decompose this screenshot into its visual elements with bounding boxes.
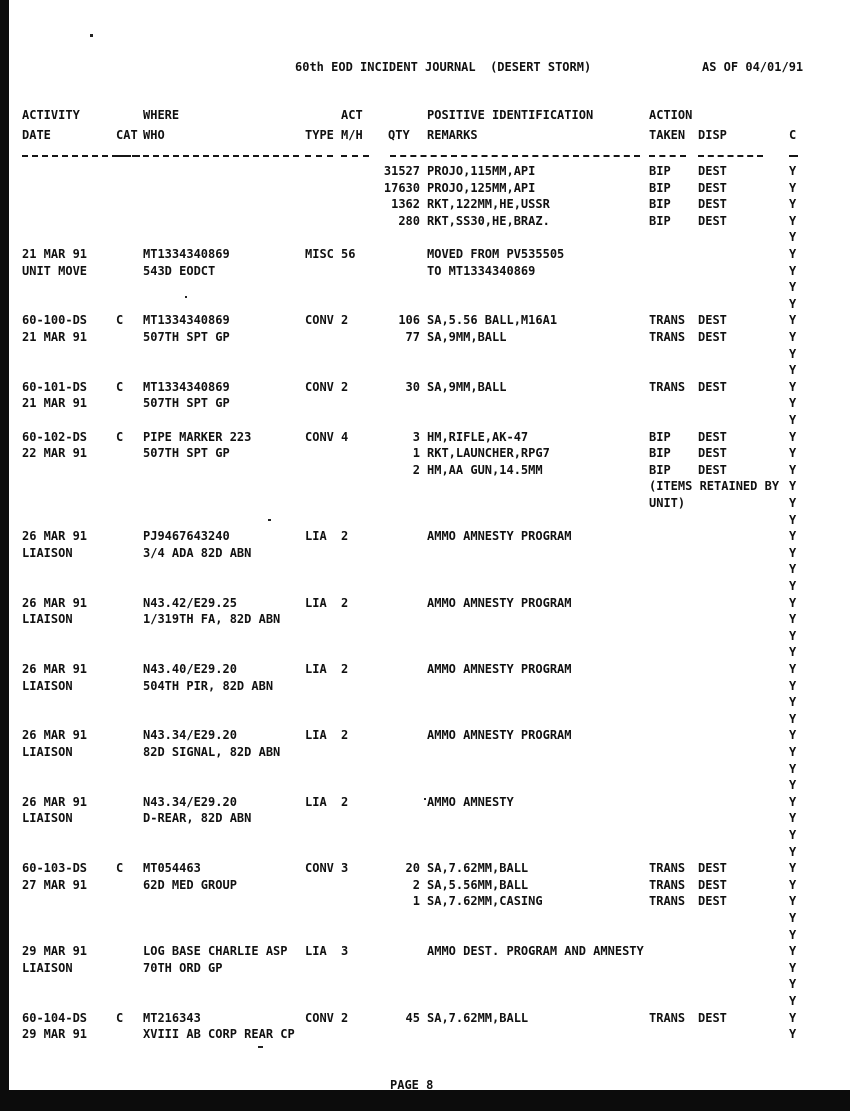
journal-line bbox=[0, 214, 850, 231]
cell-disp: DEST bbox=[698, 1010, 727, 1025]
cell-date: 29 MAR 91 bbox=[22, 944, 88, 959]
cell-disp: DEST bbox=[698, 429, 727, 444]
cell-disp: DEST bbox=[698, 197, 727, 212]
cell-who: MT1334340869 bbox=[143, 379, 230, 394]
cell-who: D-REAR, 82D ABN bbox=[143, 811, 252, 826]
header-rule-cat bbox=[116, 155, 140, 157]
cell-c: Y bbox=[789, 745, 797, 759]
cell-act: BIP bbox=[649, 180, 671, 195]
cell-rem: SA,7.62MM,BALL bbox=[427, 861, 529, 876]
cell-c: Y bbox=[789, 844, 797, 859]
cell-c: Y bbox=[789, 811, 797, 826]
cell-act: BIP bbox=[649, 164, 671, 178]
cell-qty: 3 bbox=[412, 429, 420, 444]
journal-line bbox=[0, 928, 850, 945]
journal-line bbox=[0, 164, 850, 181]
cell-type: CONV bbox=[305, 1010, 334, 1025]
cell-disp: DEST bbox=[698, 213, 727, 228]
journal-line bbox=[0, 446, 850, 463]
cell-disp: DEST bbox=[698, 330, 727, 344]
cell-c: Y bbox=[789, 330, 797, 344]
cell-c: Y bbox=[789, 446, 797, 461]
journal-line bbox=[0, 596, 850, 613]
cell-c: Y bbox=[789, 612, 797, 627]
col-header-positive-identification: POSITIVE IDENTIFICATION bbox=[427, 108, 594, 122]
cell-cat: C bbox=[116, 1010, 124, 1025]
cell-act: BIP bbox=[649, 446, 671, 461]
scan-bottom-border bbox=[0, 1090, 850, 1111]
cell-who: 507TH SPT GP bbox=[143, 396, 230, 411]
journal-line bbox=[0, 496, 850, 513]
journal-line bbox=[0, 911, 850, 928]
journal-line bbox=[0, 795, 850, 812]
cell-type: LIA bbox=[305, 595, 327, 610]
cell-who: PJ9467643240 bbox=[143, 529, 230, 544]
cell-act: (ITEMS RETAINED BY bbox=[649, 479, 780, 494]
header-rule-mh bbox=[341, 155, 369, 157]
journal-line bbox=[0, 977, 850, 994]
cell-date: 21 MAR 91 bbox=[22, 247, 88, 261]
cell-c: Y bbox=[789, 877, 797, 892]
cell-c: Y bbox=[789, 180, 797, 195]
cell-disp: DEST bbox=[698, 462, 727, 477]
col-header-c: C bbox=[789, 128, 797, 142]
col-header-who: WHO bbox=[143, 128, 165, 142]
cell-c: Y bbox=[789, 562, 797, 577]
cell-c: Y bbox=[789, 413, 797, 427]
journal-line bbox=[0, 579, 850, 596]
cell-act: TRANS bbox=[649, 894, 686, 909]
cell-rem: AMMO AMNESTY PROGRAM bbox=[427, 662, 572, 676]
cell-rem: RKT,SS30,HE,BRAZ. bbox=[427, 213, 550, 228]
cell-qty: 30 bbox=[405, 379, 420, 394]
cell-rem: SA,5.56MM,BALL bbox=[427, 877, 529, 892]
cell-mh: 3 bbox=[341, 944, 349, 959]
journal-line bbox=[0, 695, 850, 712]
cell-date: 60-101-DS bbox=[22, 379, 88, 394]
cell-disp: DEST bbox=[698, 164, 727, 178]
header-rule-c bbox=[789, 155, 798, 157]
journal-line bbox=[0, 894, 850, 911]
cell-c: Y bbox=[789, 529, 797, 544]
cell-c: Y bbox=[789, 828, 797, 842]
journal-line bbox=[0, 264, 850, 281]
cell-c: Y bbox=[789, 911, 797, 925]
cell-act: TRANS bbox=[649, 330, 686, 344]
header-rule-who bbox=[143, 155, 299, 157]
cell-c: Y bbox=[789, 894, 797, 909]
journal-line bbox=[0, 513, 850, 530]
cell-rem: PROJO,125MM,API bbox=[427, 180, 536, 195]
cell-rem: HM,AA GUN,14.5MM bbox=[427, 462, 543, 477]
cell-date: LIAISON bbox=[22, 678, 73, 693]
cell-mh: 2 bbox=[341, 379, 349, 394]
cell-who: MT1334340869 bbox=[143, 313, 230, 328]
cell-mh: 2 bbox=[341, 529, 349, 544]
cell-rem: AMMO AMNESTY bbox=[427, 794, 514, 809]
cell-mh: 2 bbox=[341, 662, 349, 676]
cell-who: MT216343 bbox=[143, 1010, 201, 1025]
journal-line bbox=[0, 197, 850, 214]
cell-rem: RKT,122MM,HE,USSR bbox=[427, 197, 550, 212]
cell-type: CONV bbox=[305, 379, 334, 394]
cell-date: LIAISON bbox=[22, 545, 73, 560]
cell-type: LIA bbox=[305, 728, 327, 743]
cell-date: 27 MAR 91 bbox=[22, 877, 88, 892]
cell-act: BIP bbox=[649, 462, 671, 477]
cell-qty: 31527 bbox=[383, 164, 420, 178]
journal-line bbox=[0, 679, 850, 696]
cell-who: XVIII AB CORP REAR CP bbox=[143, 1027, 295, 1042]
col-header-taken: TAKEN bbox=[649, 128, 686, 142]
cell-act: BIP bbox=[649, 429, 671, 444]
cell-who: 70TH ORD GP bbox=[143, 960, 223, 975]
cell-who: N43.34/E29.20 bbox=[143, 794, 237, 809]
header-rule-remarks bbox=[390, 155, 640, 157]
cell-c: Y bbox=[789, 994, 797, 1008]
cell-who: MT1334340869 bbox=[143, 247, 230, 261]
cell-date: 21 MAR 91 bbox=[22, 330, 88, 344]
cell-rem: PROJO,115MM,API bbox=[427, 164, 536, 178]
cell-disp: DEST bbox=[698, 180, 727, 195]
cell-who: N43.40/E29.20 bbox=[143, 662, 237, 676]
col-header-qty: QTY bbox=[388, 128, 410, 142]
as-of-date: AS OF 04/01/91 bbox=[702, 60, 804, 74]
cell-who: LOG BASE CHARLIE ASP bbox=[143, 944, 288, 959]
cell-c: Y bbox=[789, 579, 797, 593]
cell-who: N43.42/E29.25 bbox=[143, 595, 237, 610]
journal-line bbox=[0, 330, 850, 347]
header-rule-disp bbox=[698, 155, 763, 157]
cell-act: TRANS bbox=[649, 313, 686, 328]
cell-c: Y bbox=[789, 280, 797, 295]
cell-rem: AMMO AMNESTY PROGRAM bbox=[427, 529, 572, 544]
cell-who: PIPE MARKER 223 bbox=[143, 429, 252, 444]
journal-line bbox=[0, 878, 850, 895]
cell-c: Y bbox=[789, 379, 797, 394]
cell-c: Y bbox=[789, 662, 797, 676]
cell-date: 26 MAR 91 bbox=[22, 595, 88, 610]
journal-line bbox=[0, 181, 850, 198]
journal-line bbox=[0, 645, 850, 662]
col-header-remarks: REMARKS bbox=[427, 128, 478, 142]
journal-line bbox=[0, 778, 850, 795]
cell-c: Y bbox=[789, 628, 797, 643]
cell-rem: AMMO AMNESTY PROGRAM bbox=[427, 728, 572, 743]
cell-c: Y bbox=[789, 479, 797, 494]
cell-c: Y bbox=[789, 263, 797, 278]
cell-who: N43.34/E29.20 bbox=[143, 728, 237, 743]
journal-line bbox=[0, 347, 850, 364]
cell-c: Y bbox=[789, 761, 797, 776]
cell-who: 3/4 ADA 82D ABN bbox=[143, 545, 252, 560]
journal-line bbox=[0, 380, 850, 397]
cell-type: CONV bbox=[305, 313, 334, 328]
cell-rem: MOVED FROM PV535505 bbox=[427, 247, 565, 261]
document-title: 60th EOD INCIDENT JOURNAL (DESERT STORM) bbox=[295, 60, 592, 74]
cell-cat: C bbox=[116, 313, 124, 328]
cell-who: 507TH SPT GP bbox=[143, 330, 230, 344]
journal-line bbox=[0, 230, 850, 247]
cell-c: Y bbox=[789, 296, 797, 311]
cell-date: 26 MAR 91 bbox=[22, 794, 88, 809]
cell-c: Y bbox=[789, 711, 797, 726]
cell-date: 26 MAR 91 bbox=[22, 662, 88, 676]
cell-c: Y bbox=[789, 927, 797, 942]
cell-c: Y bbox=[789, 678, 797, 693]
cell-c: Y bbox=[789, 363, 797, 378]
cell-disp: DEST bbox=[698, 861, 727, 876]
cell-who: MT054463 bbox=[143, 861, 201, 876]
cell-who: 507TH SPT GP bbox=[143, 446, 230, 461]
cell-c: Y bbox=[789, 545, 797, 560]
cell-date: 22 MAR 91 bbox=[22, 446, 88, 461]
cell-c: Y bbox=[789, 1027, 797, 1042]
col-header-where: WHERE bbox=[143, 108, 180, 122]
journal-line bbox=[0, 413, 850, 430]
col-header-activity: ACTIVITY bbox=[22, 108, 80, 122]
cell-rem: SA,7.62MM,CASING bbox=[427, 894, 543, 909]
cell-act: BIP bbox=[649, 213, 671, 228]
cell-c: Y bbox=[789, 496, 797, 510]
col-header-cat: CAT bbox=[116, 128, 138, 142]
cell-who: 504TH PIR, 82D ABN bbox=[143, 678, 274, 693]
col-header-disp: DISP bbox=[698, 128, 727, 142]
journal-line bbox=[0, 861, 850, 878]
cell-date: LIAISON bbox=[22, 960, 73, 975]
cell-date: 60-102-DS bbox=[22, 429, 88, 444]
cell-c: Y bbox=[789, 861, 797, 876]
cell-disp: DEST bbox=[698, 894, 727, 909]
journal-line bbox=[0, 479, 850, 496]
cell-type: LIA bbox=[305, 662, 327, 676]
cell-c: Y bbox=[789, 512, 797, 527]
cell-mh: 2 bbox=[341, 794, 349, 809]
cell-mh: 2 bbox=[341, 595, 349, 610]
cell-qty: 17630 bbox=[383, 180, 420, 195]
cell-date: 29 MAR 91 bbox=[22, 1027, 88, 1042]
cell-disp: DEST bbox=[698, 379, 727, 394]
journal-line bbox=[0, 363, 850, 380]
cell-c: Y bbox=[789, 944, 797, 959]
cell-type: CONV bbox=[305, 861, 334, 876]
cell-c: Y bbox=[789, 728, 797, 743]
cell-cat: C bbox=[116, 861, 124, 876]
header-rule-taken bbox=[649, 155, 686, 157]
cell-qty: 20 bbox=[405, 861, 420, 876]
cell-date: LIAISON bbox=[22, 612, 73, 627]
cell-c: Y bbox=[789, 794, 797, 809]
cell-mh: 2 bbox=[341, 313, 349, 328]
journal-line bbox=[0, 529, 850, 546]
cell-date: 60-103-DS bbox=[22, 861, 88, 876]
cell-c: Y bbox=[789, 429, 797, 444]
journal-line bbox=[0, 313, 850, 330]
cell-rem: RKT,LAUNCHER,RPG7 bbox=[427, 446, 550, 461]
cell-qty: 1 bbox=[412, 446, 420, 461]
cell-mh: 2 bbox=[341, 728, 349, 743]
col-header-act: ACT bbox=[341, 108, 363, 122]
cell-c: Y bbox=[789, 595, 797, 610]
journal-line bbox=[0, 463, 850, 480]
cell-act: TRANS bbox=[649, 877, 686, 892]
cell-who: 1/319TH FA, 82D ABN bbox=[143, 612, 281, 627]
header-rule-type bbox=[305, 155, 333, 157]
cell-disp: DEST bbox=[698, 446, 727, 461]
cell-mh: 4 bbox=[341, 429, 349, 444]
cell-qty: 106 bbox=[398, 313, 420, 328]
cell-act: TRANS bbox=[649, 379, 686, 394]
journal-line bbox=[0, 712, 850, 729]
cell-rem: SA,9MM,BALL bbox=[427, 330, 507, 344]
cell-mh: 3 bbox=[341, 861, 349, 876]
cell-c: Y bbox=[789, 213, 797, 228]
page-number: PAGE 8 bbox=[390, 1078, 434, 1092]
cell-who: 82D SIGNAL, 82D ABN bbox=[143, 745, 281, 759]
scan-speck bbox=[90, 34, 93, 37]
journal-line bbox=[0, 280, 850, 297]
cell-type: MISC bbox=[305, 247, 334, 261]
journal-line bbox=[0, 396, 850, 413]
cell-date: UNIT MOVE bbox=[22, 263, 88, 278]
cell-qty: 280 bbox=[398, 213, 420, 228]
cell-c: Y bbox=[789, 960, 797, 975]
journal-line bbox=[0, 247, 850, 264]
journal-line bbox=[0, 728, 850, 745]
cell-act: TRANS bbox=[649, 1010, 686, 1025]
col-header-mh: M/H bbox=[341, 128, 363, 142]
cell-date: LIAISON bbox=[22, 745, 73, 759]
cell-type: LIA bbox=[305, 944, 327, 959]
cell-c: Y bbox=[789, 164, 797, 178]
cell-c: Y bbox=[789, 778, 797, 793]
cell-rem: AMMO AMNESTY PROGRAM bbox=[427, 595, 572, 610]
cell-date: 60-104-DS bbox=[22, 1010, 88, 1025]
cell-qty: 45 bbox=[405, 1010, 420, 1025]
cell-rem: SA,9MM,BALL bbox=[427, 379, 507, 394]
cell-date: 26 MAR 91 bbox=[22, 728, 88, 743]
cell-qty: 1362 bbox=[391, 197, 420, 212]
cell-act: BIP bbox=[649, 197, 671, 212]
journal-line bbox=[0, 944, 850, 961]
cell-act: UNIT) bbox=[649, 496, 686, 510]
journal-line bbox=[0, 612, 850, 629]
cell-qty: 1 bbox=[412, 894, 420, 909]
cell-who: 62D MED GROUP bbox=[143, 877, 237, 892]
cell-date: 26 MAR 91 bbox=[22, 529, 88, 544]
journal-line bbox=[0, 961, 850, 978]
journal-line bbox=[0, 562, 850, 579]
journal-line bbox=[0, 811, 850, 828]
cell-rem: SA,7.62MM,BALL bbox=[427, 1010, 529, 1025]
cell-qty: 77 bbox=[405, 330, 420, 344]
cell-c: Y bbox=[789, 396, 797, 411]
cell-rem: HM,RIFLE,AK-47 bbox=[427, 429, 529, 444]
journal-line bbox=[0, 662, 850, 679]
cell-cat: C bbox=[116, 429, 124, 444]
cell-type: LIA bbox=[305, 529, 327, 544]
cell-c: Y bbox=[789, 695, 797, 710]
cell-c: Y bbox=[789, 977, 797, 992]
cell-mh: 56 bbox=[341, 247, 356, 261]
cell-rem: TO MT1334340869 bbox=[427, 263, 536, 278]
cell-c: Y bbox=[789, 313, 797, 328]
cell-disp: DEST bbox=[698, 313, 727, 328]
col-header-type: TYPE bbox=[305, 128, 334, 142]
journal-line bbox=[0, 845, 850, 862]
journal-line bbox=[0, 1027, 850, 1044]
journal-line bbox=[0, 430, 850, 447]
cell-act: TRANS bbox=[649, 861, 686, 876]
cell-date: 60-100-DS bbox=[22, 313, 88, 328]
journal-line bbox=[0, 994, 850, 1011]
cell-c: Y bbox=[789, 230, 797, 245]
journal-line bbox=[0, 745, 850, 762]
journal-line bbox=[0, 762, 850, 779]
cell-qty: 2 bbox=[412, 877, 420, 892]
journal-line bbox=[0, 1011, 850, 1028]
cell-c: Y bbox=[789, 462, 797, 477]
cell-c: Y bbox=[789, 197, 797, 212]
cell-date: LIAISON bbox=[22, 811, 73, 826]
cell-rem: SA,5.56 BALL,M16A1 bbox=[427, 313, 558, 328]
journal-line bbox=[0, 629, 850, 646]
cell-cat: C bbox=[116, 379, 124, 394]
journal-line bbox=[0, 828, 850, 845]
cell-date: 21 MAR 91 bbox=[22, 396, 88, 411]
journal-lines bbox=[0, 164, 850, 1064]
col-header-date: DATE bbox=[22, 128, 51, 142]
journal-line bbox=[0, 546, 850, 563]
cell-mh: 2 bbox=[341, 1010, 349, 1025]
cell-c: Y bbox=[789, 645, 797, 660]
cell-rem: AMMO DEST. PROGRAM AND AMNESTY bbox=[427, 944, 644, 959]
cell-c: Y bbox=[789, 247, 797, 261]
cell-disp: DEST bbox=[698, 877, 727, 892]
col-header-action: ACTION bbox=[649, 108, 693, 122]
cell-c: Y bbox=[789, 346, 797, 361]
cell-type: CONV bbox=[305, 429, 334, 444]
journal-line bbox=[0, 297, 850, 314]
cell-c: Y bbox=[789, 1010, 797, 1025]
cell-qty: 2 bbox=[412, 462, 420, 477]
cell-who: 543D EODCT bbox=[143, 263, 216, 278]
cell-type: LIA bbox=[305, 794, 327, 809]
